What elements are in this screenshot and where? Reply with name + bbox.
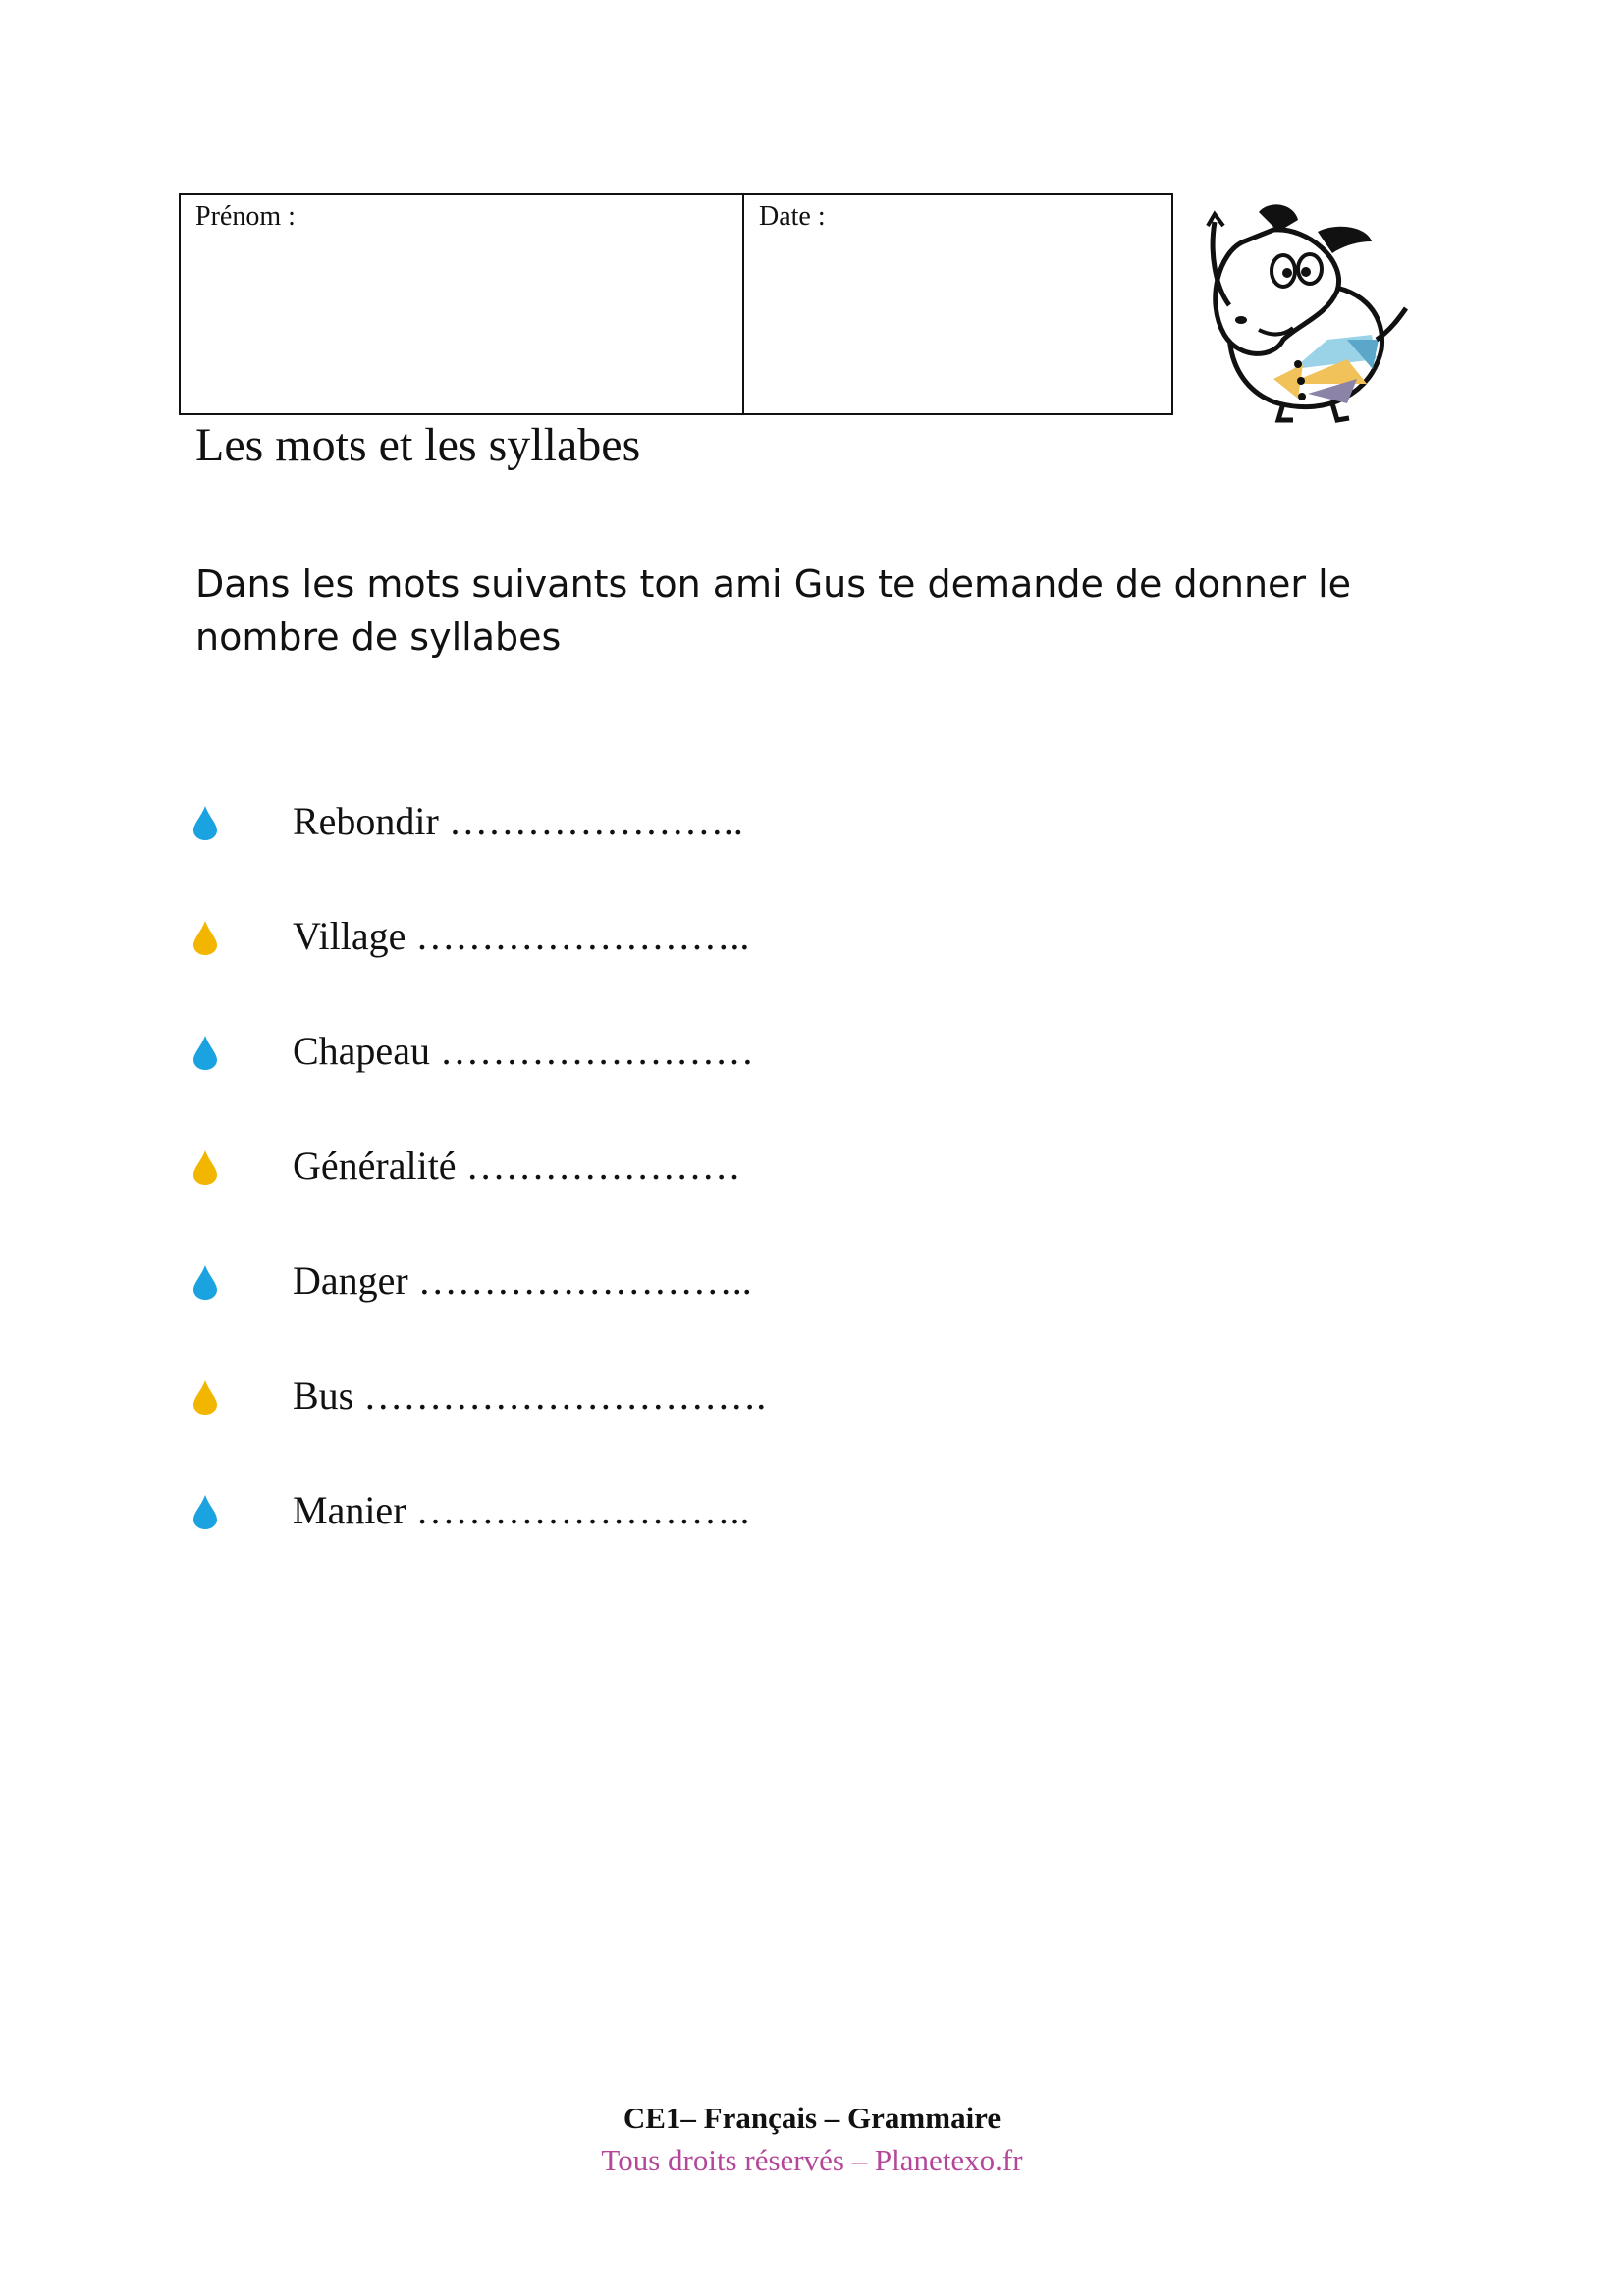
- sheep-mascot-icon: [1200, 192, 1416, 424]
- instruction-text: Dans les mots suivants ton ami Gus te demande de donner le nombre de syllabes: [195, 562, 1352, 659]
- list-item: [192, 797, 743, 912]
- footer-copyright: Tous droits réservés – Planetexo.fr: [601, 2143, 1023, 2177]
- word-label: Manier ……………………..: [293, 1488, 750, 1532]
- blue-drop-icon: [192, 1494, 218, 1529]
- word-label: Danger ……………………..: [293, 1258, 752, 1303]
- word-label: Chapeau ……………………: [293, 1029, 754, 1073]
- name-label: Prénom :: [195, 201, 296, 232]
- name-field[interactable]: [181, 195, 744, 413]
- blue-drop-icon: [192, 1264, 218, 1300]
- word-list: [192, 797, 767, 1601]
- list-item: [192, 1027, 754, 1142]
- yellow-drop-icon: [192, 920, 218, 955]
- blue-drop-icon: [192, 1035, 218, 1070]
- list-item: [192, 1256, 752, 1371]
- list-item: [192, 1486, 750, 1601]
- word-label: Bus ………………………….: [293, 1373, 767, 1417]
- word-label: Généralité …………………: [293, 1144, 741, 1188]
- yellow-drop-icon: [192, 1379, 218, 1415]
- list-item: [192, 1371, 767, 1486]
- date-field[interactable]: [744, 195, 1171, 413]
- yellow-drop-icon: [192, 1149, 218, 1185]
- page-title: Les mots et les syllabes: [195, 419, 641, 471]
- date-label: Date :: [759, 201, 826, 232]
- name-date-table: [179, 193, 1173, 415]
- blue-drop-icon: [192, 805, 218, 840]
- footer-course: CE1– Français – Grammaire: [623, 2101, 1001, 2135]
- word-label: Village ……………………..: [293, 914, 750, 958]
- word-label: Rebondir …………………..: [293, 799, 743, 843]
- list-item: [192, 1142, 741, 1256]
- list-item: [192, 912, 750, 1027]
